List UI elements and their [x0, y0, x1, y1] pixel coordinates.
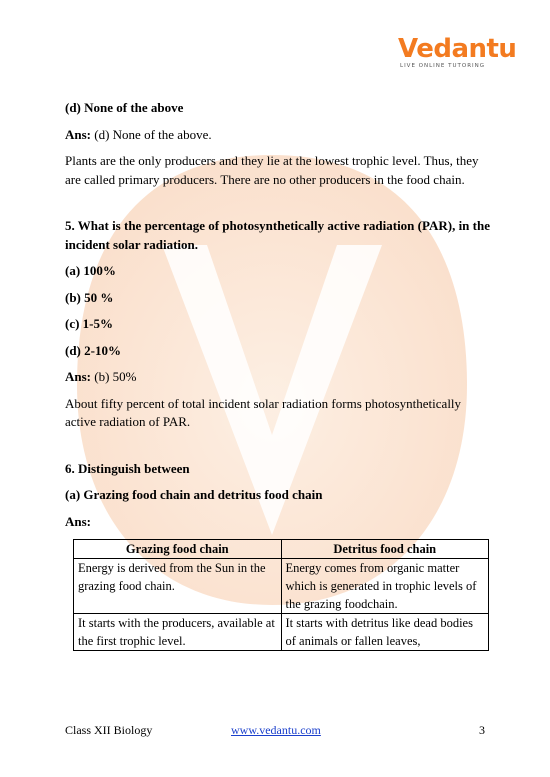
q5-option-c: (c) 1-5%	[65, 316, 114, 331]
comparison-table	[73, 539, 489, 651]
table-cell: Energy is derived from the Sun in the grazing food chain.	[74, 559, 282, 614]
answer-text: (d) None of the above.	[91, 126, 212, 142]
q5-option-b: (b) 50 %	[65, 289, 114, 305]
vedantu-logo	[398, 36, 518, 69]
q5-option-a: (a) 100%	[65, 263, 116, 278]
q5-option-d: (d) 2-10%	[65, 342, 121, 358]
table-cell: It starts with the producers, available at the first trophic level.	[74, 614, 282, 651]
logo-tagline: LIVE ONLINE TUTORING	[400, 63, 486, 69]
explanation-1: Plants are the only producers and they lie at the lowest trophic level. Thus, they are called primary producers. There are no other producers in the food chain.	[65, 153, 479, 187]
table-row	[74, 614, 489, 651]
answer-6-label: Ans:	[65, 513, 92, 529]
question-5: 5. What is the percentage of photosynthetically active radiation (PAR), in the incident solar radiation.	[65, 218, 490, 252]
page-number: 3	[479, 723, 485, 737]
footer-website-link[interactable]: www.vedantu.com	[231, 723, 321, 737]
column-header: Detritus food chain	[281, 540, 489, 559]
question-6a: (a) Grazing food chain and detritus food chain	[65, 487, 323, 502]
question-6: 6. Distinguish between	[65, 460, 190, 476]
explanation-5: About fifty percent of total incident solar radiation forms photosynthetically active radiation of PAR.	[65, 395, 462, 429]
answer-5	[65, 368, 490, 387]
logo-wordmark: Vedantu	[398, 34, 517, 64]
page-content	[65, 99, 490, 651]
option-d: (d) None of the above	[65, 100, 184, 115]
answer-1	[65, 126, 490, 145]
table-cell: It starts with detritus like dead bodies of animals or fallen leaves,	[281, 614, 489, 651]
table-header-row	[74, 540, 489, 559]
column-header: Grazing food chain	[74, 540, 282, 559]
table-row	[74, 559, 489, 614]
footer-subject: Class XII Biology	[65, 723, 153, 737]
answer-text: (b) 50%	[91, 369, 137, 384]
answer-label: Ans:	[65, 369, 92, 384]
answer-label: Ans:	[65, 126, 92, 142]
table-cell: Energy comes from organic matter which is generated in trophic levels of the grazing foodchain.	[281, 559, 489, 614]
